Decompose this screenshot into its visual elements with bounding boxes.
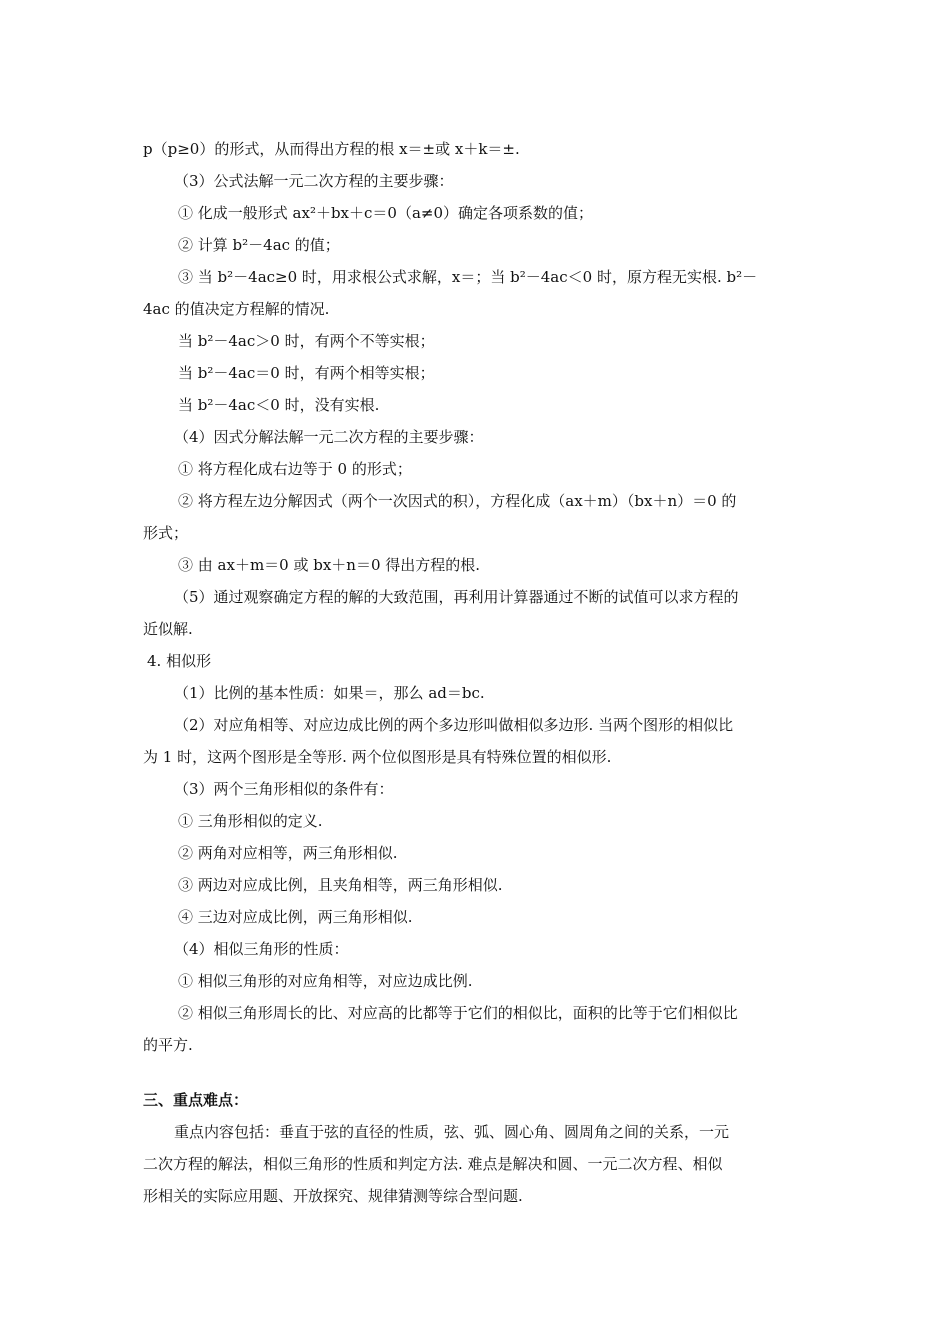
text-line: 4ac 的值决定方程解的情况. <box>143 300 330 318</box>
text-line: 为 1 时，这两个图形是全等形. 两个位似图形是具有特殊位置的相似形. <box>143 748 612 766</box>
text-line: 二次方程的解法，相似三角形的性质和判定方法. 难点是解决和圆、一元二次方程、相似 <box>143 1155 723 1173</box>
text-line: ④ 三边对应成比例，两三角形相似. <box>178 908 413 926</box>
text-line: 近似解. <box>143 620 193 638</box>
text-line: （3）公式法解一元二次方程的主要步骤： <box>174 172 454 190</box>
text-line: （2）对应角相等、对应边成比例的两个多边形叫做相似多边形. 当两个图形的相似比 <box>174 716 734 734</box>
section-heading: 4. 相似形 <box>147 652 212 670</box>
text-line: 的平方. <box>143 1036 193 1054</box>
text-line: 当 b²－4ac＝0 时，有两个相等实根； <box>178 364 435 382</box>
text-line: （4）相似三角形的性质： <box>174 940 349 958</box>
text-line: ③ 当 b²－4ac≥0 时，用求根公式求解，x＝；当 b²－4ac＜0 时，原方程无实根. b²－ <box>178 268 758 286</box>
text-line: ① 化成一般形式 ax²＋bx＋c＝0（a≠0）确定各项系数的值； <box>178 204 594 222</box>
text-line: 形式； <box>143 524 189 542</box>
text-line: p（p≥0）的形式，从而得出方程的根 x＝±或 x＋k＝±. <box>143 140 520 158</box>
text-line: （3）两个三角形相似的条件有： <box>174 780 394 798</box>
text-line: ① 相似三角形的对应角相等，对应边成比例. <box>178 972 473 990</box>
text-line: ③ 由 ax＋m＝0 或 bx＋n＝0 得出方程的根. <box>178 556 481 574</box>
text-line: ① 三角形相似的定义. <box>178 812 323 830</box>
text-line: （1）比例的基本性质：如果＝，那么 ad＝bc. <box>174 684 485 702</box>
text-line: ② 两角对应相等，两三角形相似. <box>178 844 398 862</box>
text-line: ③ 两边对应成比例，且夹角相等，两三角形相似. <box>178 876 503 894</box>
text-line: 重点内容包括：垂直于弦的直径的性质，弦、弧、圆心角、圆周角之间的关系，一元 <box>174 1123 730 1141</box>
text-line: （4）因式分解法解一元二次方程的主要步骤： <box>174 428 484 446</box>
text-line: 形相关的实际应用题、开放探究、规律猜测等综合型问题. <box>143 1187 523 1205</box>
text-line: ① 将方程化成右边等于 0 的形式； <box>178 460 412 478</box>
text-line: 当 b²－4ac＞0 时，有两个不等实根； <box>178 332 435 350</box>
text-line: 当 b²－4ac＜0 时，没有实根. <box>178 396 380 414</box>
text-line: ② 将方程左边分解因式（两个一次因式的积），方程化成（ax＋m）（bx＋n）＝0 的 <box>178 492 737 510</box>
text-line: （5）通过观察确定方程的解的大致范围，再利用计算器通过不断的试值可以求方程的 <box>174 588 739 606</box>
text-line: ② 相似三角形周长的比、对应高的比都等于它们的相似比，面积的比等于它们相似比 <box>178 1004 738 1022</box>
text-line: ② 计算 b²－4ac 的值； <box>178 236 340 254</box>
section-heading: 三、重点难点： <box>143 1091 249 1109</box>
